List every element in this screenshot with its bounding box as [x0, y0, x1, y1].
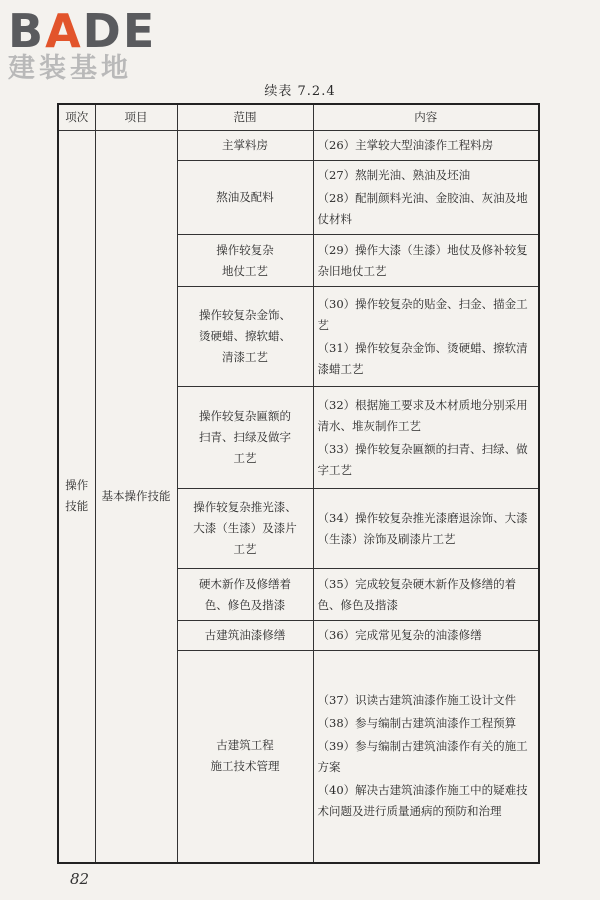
logo-wordmark: BADE: [8, 4, 157, 58]
logo: [8, 6, 178, 84]
table-row: [58, 131, 539, 161]
content-item: （30）操作较复杂的贴金、扫金、描金工艺: [317, 296, 528, 332]
content-cell: [313, 131, 539, 161]
content-cell: [313, 161, 539, 235]
content-item: （32）根据施工要求及木材质地分别采用清水、堆灰制作工艺: [317, 397, 528, 433]
scope-cell: 熬油及配料: [177, 161, 313, 235]
content-item: （27）熬制光油、熟油及坯油: [317, 168, 471, 182]
content-cell: [313, 235, 539, 287]
scope-cell: 操作较复杂金饰、 烫硬蜡、擦软蜡、 清漆工艺: [177, 287, 313, 387]
project-cell: 基本操作技能: [95, 131, 177, 863]
scope-cell: 操作较复杂 地仗工艺: [177, 235, 313, 287]
content-item: （29）操作大漆（生漆）地仗及修补较复杂旧地仗工艺: [317, 242, 528, 278]
content-item: （26）主掌较大型油漆作工程料房: [317, 138, 494, 152]
scope-cell: 主掌料房: [177, 131, 313, 161]
content-item: （35）完成较复杂硬木新作及修缮的着色、修色及揩漆: [317, 576, 517, 612]
content-item: （34）操作较复杂推光漆磨退涂饰、大漆（生漆）涂饰及刷漆片工艺: [317, 510, 528, 546]
header-project: 项目: [95, 104, 177, 131]
item-no-cell: 操作 技能: [58, 131, 95, 863]
scope-cell: 操作较复杂推光漆、 大漆（生漆）及漆片 工艺: [177, 489, 313, 569]
skills-table: [57, 103, 540, 864]
content-cell: [313, 651, 539, 863]
scope-cell: 硬木新作及修缮着 色、修色及揩漆: [177, 569, 313, 621]
header-scope: 范围: [177, 104, 313, 131]
content-cell: [313, 569, 539, 621]
content-cell: [313, 287, 539, 387]
scope-cell: 操作较复杂匾额的 扫青、扫绿及做字 工艺: [177, 387, 313, 489]
content-cell: [313, 489, 539, 569]
content-cell: [313, 621, 539, 651]
table-caption: 续表 7.2.4: [264, 84, 336, 99]
page-number: 82: [70, 870, 90, 888]
header-item-no: 项次: [58, 104, 95, 131]
scope-cell: 古建筑工程 施工技术管理: [177, 651, 313, 863]
content-item: （38）参与编制古建筑油漆作工程预算: [317, 716, 517, 731]
logo-subtitle: 建装基地: [8, 53, 132, 84]
scope-cell: 古建筑油漆修缮: [177, 621, 313, 651]
header-content: 内容: [313, 104, 539, 131]
table-header-row: [58, 104, 539, 131]
content-item: （36）完成常见复杂的油漆修缮: [317, 628, 482, 642]
content-item: （39）参与编制古建筑油漆作有关的施工方案: [317, 739, 528, 775]
content-item: （37）识读古建筑油漆作施工设计文件: [317, 693, 517, 708]
content-cell: [313, 387, 539, 489]
content-item: （31）操作较复杂金饰、烫硬蜡、擦软清漆蜡工艺: [317, 340, 528, 376]
content-item: （40）解决古建筑油漆作施工中的疑难技术问题及进行质量通病的预防和治理: [317, 783, 528, 819]
content-item: （28）配制颜料光油、金胶油、灰油及地仗材料: [317, 191, 528, 226]
content-item: （33）操作较复杂匾额的扫青、扫绿、做字工艺: [317, 441, 528, 477]
